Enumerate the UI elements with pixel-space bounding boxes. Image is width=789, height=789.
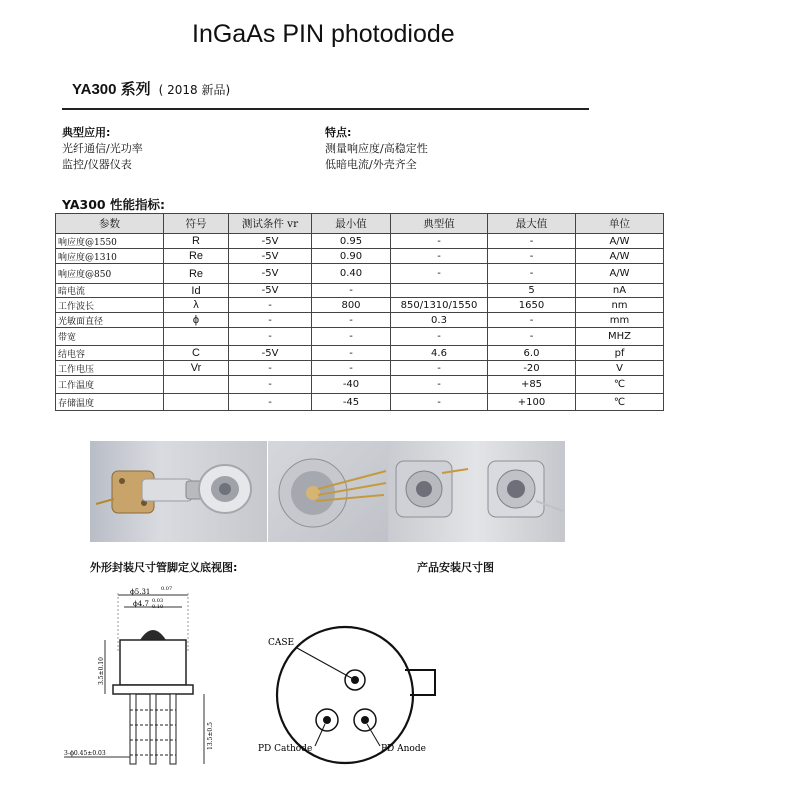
value-cell: -5V <box>229 284 312 298</box>
column-header: 符号 <box>164 214 229 234</box>
column-header: 典型值 <box>391 214 488 234</box>
pd-cathode-label: PD Cathode <box>258 744 313 754</box>
symbol-cell: Vr <box>164 361 229 376</box>
value-cell: - <box>391 264 488 284</box>
symbol-cell: ϕ <box>164 313 229 328</box>
column-header: 参数 <box>56 214 164 234</box>
spec-table <box>55 213 664 411</box>
year-note: ( 2018 新品) <box>158 83 231 97</box>
value-cell: - <box>488 264 576 284</box>
table-row <box>56 234 664 249</box>
value-cell: -20 <box>488 361 576 376</box>
value-cell: - <box>312 313 391 328</box>
parameter-cell: 响应度@850 <box>56 264 164 284</box>
product-photo-flange-mount <box>90 441 267 542</box>
bottom-view-drawing <box>255 620 440 770</box>
column-header: 测试条件 vr <box>229 214 312 234</box>
product-photo-fc-receptacle <box>388 441 565 542</box>
column-header: 最大值 <box>488 214 576 234</box>
value-cell: -40 <box>312 376 391 394</box>
value-cell: -5V <box>229 346 312 361</box>
series-name: YA300 系列 <box>72 81 151 98</box>
value-cell: 850/1310/1550 <box>391 298 488 313</box>
table-row <box>56 346 664 361</box>
value-cell: - <box>391 249 488 264</box>
parameter-cell: 结电容 <box>56 346 164 361</box>
outline-caption: 外形封装尺寸管脚定义底视图: <box>90 561 238 574</box>
value-cell: - <box>312 284 391 298</box>
table-row <box>56 394 664 411</box>
applications-line: 监控/仪器仪表 <box>62 158 132 171</box>
symbol-cell: Id <box>164 284 229 298</box>
features-line: 测量响应度/高稳定性 <box>325 142 428 155</box>
value-cell <box>391 284 488 298</box>
parameter-cell: 光敏面直径 <box>56 313 164 328</box>
case-label: CASE <box>268 638 295 648</box>
title-divider <box>62 108 589 110</box>
value-cell: 0.40 <box>312 264 391 284</box>
value-cell: MHZ <box>576 328 664 346</box>
symbol-cell <box>164 376 229 394</box>
symbol-cell: C <box>164 346 229 361</box>
symbol-cell: Re <box>164 264 229 284</box>
value-cell: 0.95 <box>312 234 391 249</box>
value-cell: - <box>229 376 312 394</box>
value-cell: - <box>391 234 488 249</box>
value-cell: -5V <box>229 234 312 249</box>
value-cell: - <box>391 328 488 346</box>
value-cell: 800 <box>312 298 391 313</box>
parameter-cell: 响应度@1310 <box>56 249 164 264</box>
value-cell: - <box>488 234 576 249</box>
value-cell: mm <box>576 313 664 328</box>
value-cell: - <box>488 328 576 346</box>
value-cell: A/W <box>576 234 664 249</box>
value-cell: - <box>391 394 488 411</box>
symbol-cell <box>164 328 229 346</box>
value-cell: 0.3 <box>391 313 488 328</box>
value-cell: -45 <box>312 394 391 411</box>
value-cell: A/W <box>576 264 664 284</box>
table-row <box>56 249 664 264</box>
value-cell: - <box>229 394 312 411</box>
parameter-cell: 存储温度 <box>56 394 164 411</box>
features-heading: 特点: <box>325 126 352 139</box>
value-cell: V <box>576 361 664 376</box>
product-photo-header <box>268 441 388 542</box>
column-header: 最小值 <box>312 214 391 234</box>
value-cell: nm <box>576 298 664 313</box>
dim-lead-length: 13.5±0.5 <box>207 722 214 750</box>
applications-heading: 典型应用: <box>62 126 111 139</box>
table-row <box>56 313 664 328</box>
value-cell: - <box>229 361 312 376</box>
table-row <box>56 298 664 313</box>
value-cell: - <box>312 346 391 361</box>
install-caption: 产品安装尺寸图 <box>417 561 494 574</box>
value-cell: ℃ <box>576 376 664 394</box>
parameter-cell: 工作温度 <box>56 376 164 394</box>
value-cell: - <box>312 328 391 346</box>
parameter-cell: 暗电流 <box>56 284 164 298</box>
product-series-line <box>72 78 230 99</box>
package-outline-drawing <box>58 585 228 775</box>
dim-inner-tol-bottom: 0.10 <box>152 604 164 610</box>
table-row <box>56 361 664 376</box>
parameter-cell: 带宽 <box>56 328 164 346</box>
parameter-cell: 工作波长 <box>56 298 164 313</box>
value-cell: 4.6 <box>391 346 488 361</box>
table-row <box>56 284 664 298</box>
pd-anode-label: PD Anode <box>381 744 426 754</box>
value-cell: nA <box>576 284 664 298</box>
page-title: InGaAs PIN photodiode <box>192 20 455 48</box>
dim-inner-diameter: ϕ4.7 <box>133 600 149 608</box>
value-cell: - <box>229 313 312 328</box>
dim-body-height: 3.5±0.10 <box>98 657 105 685</box>
parameter-cell: 响应度@1550 <box>56 234 164 249</box>
symbol-cell <box>164 394 229 411</box>
column-header: 单位 <box>576 214 664 234</box>
symbol-cell: Re <box>164 249 229 264</box>
table-row <box>56 376 664 394</box>
value-cell: 0.90 <box>312 249 391 264</box>
value-cell: - <box>488 249 576 264</box>
value-cell: +100 <box>488 394 576 411</box>
table-header-row <box>56 214 664 234</box>
value-cell: pf <box>576 346 664 361</box>
value-cell: 6.0 <box>488 346 576 361</box>
applications-line: 光纤通信/光功率 <box>62 142 143 155</box>
value-cell: - <box>391 361 488 376</box>
value-cell: - <box>229 298 312 313</box>
table-row <box>56 264 664 284</box>
spec-table-heading: YA300 性能指标: <box>62 197 165 212</box>
value-cell: ℃ <box>576 394 664 411</box>
symbol-cell: R <box>164 234 229 249</box>
table-row <box>56 328 664 346</box>
value-cell: +85 <box>488 376 576 394</box>
value-cell: - <box>312 361 391 376</box>
value-cell: - <box>391 376 488 394</box>
value-cell: - <box>229 328 312 346</box>
dim-outer-tolerance: 0.07 <box>161 586 173 592</box>
value-cell: -5V <box>229 264 312 284</box>
dim-inner-tol-top: 0.03 <box>152 598 164 604</box>
value-cell: 1650 <box>488 298 576 313</box>
value-cell: -5V <box>229 249 312 264</box>
dim-pins-note: 3-ϕ0.45±0.03 <box>64 750 106 757</box>
dim-outer-diameter: ϕ5.31 <box>130 588 151 596</box>
features-line: 低暗电流/外壳齐全 <box>325 158 417 171</box>
value-cell: - <box>488 313 576 328</box>
value-cell: A/W <box>576 249 664 264</box>
symbol-cell: λ <box>164 298 229 313</box>
parameter-cell: 工作电压 <box>56 361 164 376</box>
value-cell: 5 <box>488 284 576 298</box>
